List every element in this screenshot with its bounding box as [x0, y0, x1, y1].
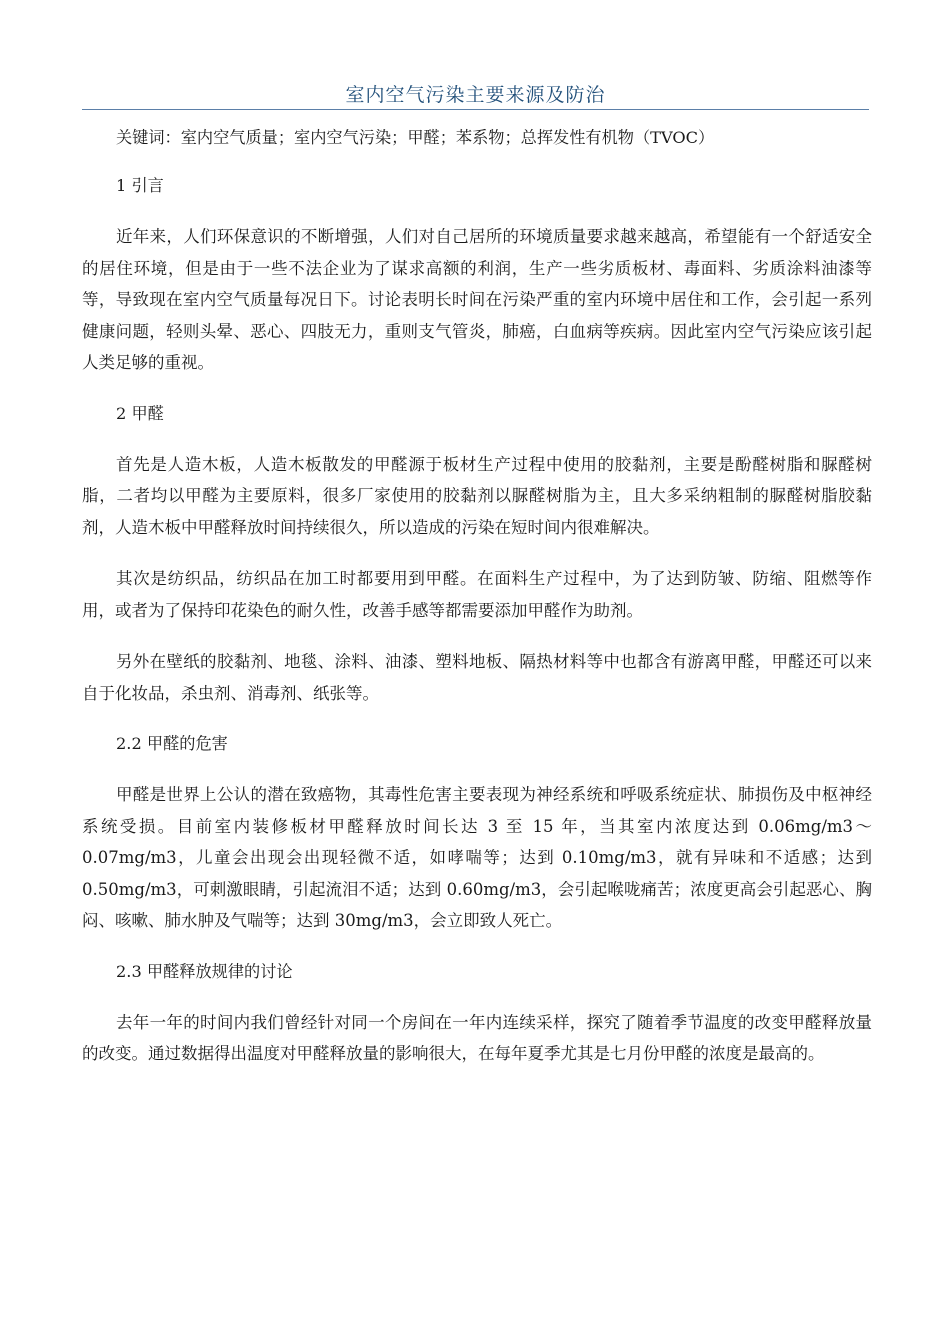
paragraph: 其次是纺织品，纺织品在加工时都要用到甲醛。在面料生产过程中，为了达到防皱、防缩、阻燃等作用，或者为了保持印花染色的耐久性，改善手感等都需要添加甲醛作为助剂。 [82, 569, 872, 620]
section-formaldehyde-hazards [82, 729, 872, 937]
paragraph: 近年来，人们环保意识的不断增强，人们对自己居所的环境质量要求越来越高，希望能有一个舒适安全的居住环境，但是由于一些不法企业为了谋求高额的利润，生产一些劣质板材、毒面料、劣质涂料油漆等等，导致现在室内空气质量每况日下。讨论表明长时间在污染严重的室内环境中居住和工作，会引起一系列健康问题，轻则头晕、恶心、四肢无力，重则支气管炎，肺癌，白血病等疾病。因此室内空气污染应该引起人类足够的重视。 [82, 227, 872, 372]
section-heading: 1 引言 [116, 176, 164, 195]
section-introduction [82, 171, 872, 379]
keywords-line: 关键词：室内空气质量；室内空气污染；甲醛；苯系物；总挥发性有机物（TVOC） [116, 128, 715, 147]
section-heading: 2.2 甲醛的危害 [116, 734, 228, 753]
section-formaldehyde [82, 399, 872, 710]
document-body [82, 123, 872, 1090]
paragraph: 去年一年的时间内我们曾经针对同一个房间在一年内连续采样，探究了随着季节温度的改变甲醛释放量的改变。通过数据得出温度对甲醛释放量的影响很大，在每年夏季尤其是七月份甲醛的浓度是最高的。 [82, 1012, 872, 1063]
section-heading: 2.3 甲醛释放规律的讨论 [116, 961, 293, 981]
section-release-pattern [82, 957, 872, 1070]
document-title: 室内空气污染主要来源及防治 [345, 84, 606, 106]
section-heading: 2 甲醛 [116, 403, 164, 423]
page-header [82, 80, 869, 110]
paragraph: 首先是人造木板，人造木板散发的甲醛源于板材生产过程中使用的胶黏剂，主要是酚醛树脂和脲醛树脂，二者均以甲醛为主要原料，很多厂家使用的胶黏剂以脲醛树脂为主，且大多采纳粗制的脲醛树脂胶黏剂，人造木板中甲醛释放时间持续很久，所以造成的污染在短时间内很难解决。 [82, 454, 872, 537]
paragraph: 另外在壁纸的胶黏剂、地毯、涂料、油漆、塑料地板、隔热材料等中也都含有游离甲醛，甲醛还可以来自于化妆品，杀虫剂、消毒剂、纸张等。 [82, 652, 872, 703]
header-divider [82, 109, 869, 110]
paragraph: 甲醛是世界上公认的潜在致癌物，其毒性危害主要表现为神经系统和呼吸系统症状、肺损伤及中枢神经系统受损。目前室内装修板材甲醛释放时间长达 3 至 15 年，当其室内浓度达到 0.06mg/m3～0.07mg/m3，儿童会出现会出现轻微不适，如哮喘等；达到 0.10mg/m3，就有异味和不适感；达到 0.50mg/m3，可刺激眼睛，引起流泪不适；达到 0.60mg/m3，会引起喉咙痛苦；浓度更高会引起恶心、胸闷、咳嗽、肺水肿及气喘等；达到 30mg/m3，会立即致人死亡。 [82, 785, 872, 930]
